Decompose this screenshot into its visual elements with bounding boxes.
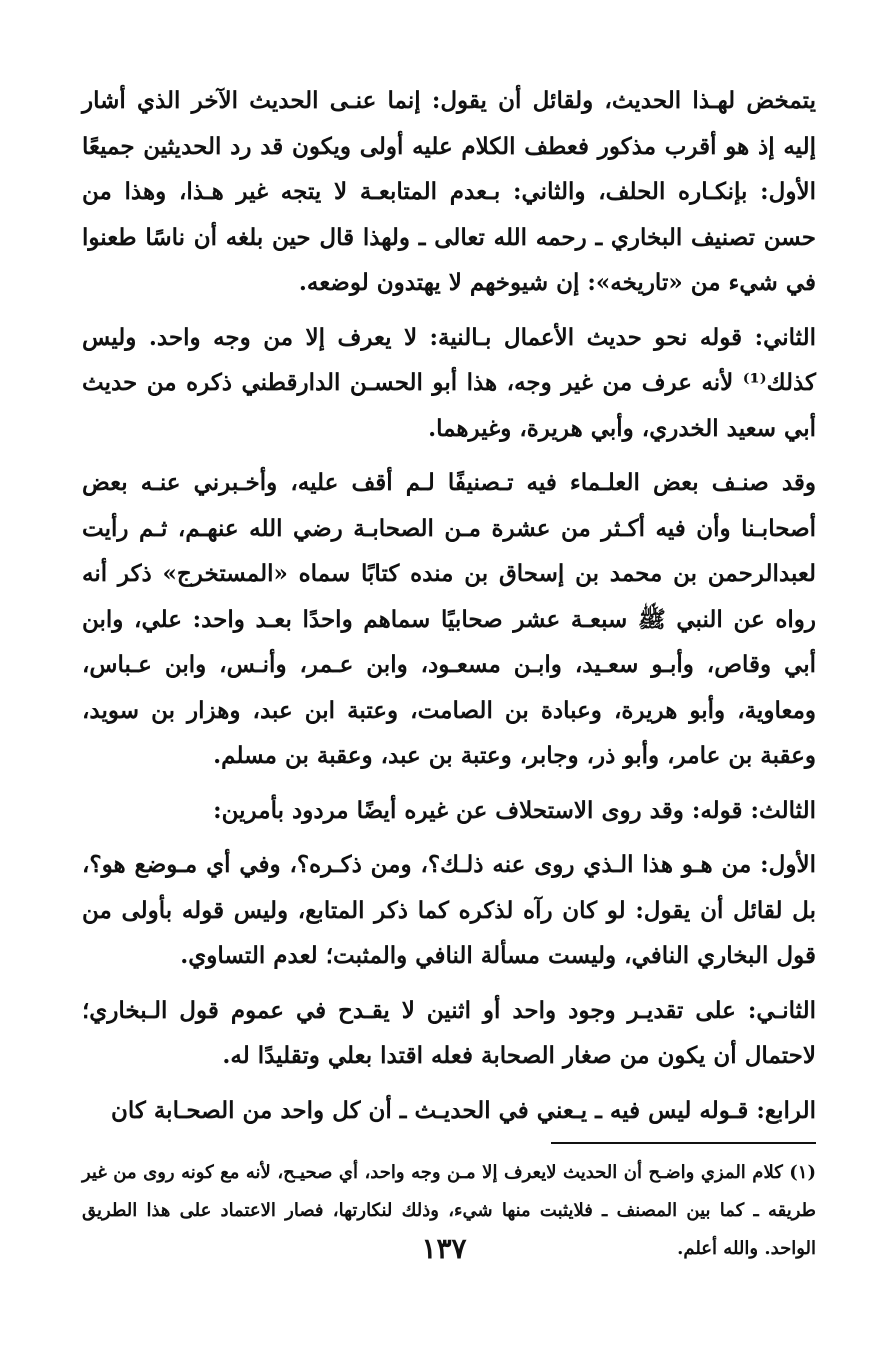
paragraph: الثانـي: على تقديـر وجود واحد أو اثنين لا يقـدح في عموم قول الـبخاري؛ لاحتمال أن يكون من صغار الصحابة فعله اقتدا بعلي وتقليدًا له. bbox=[82, 996, 816, 1069]
paragraph: الرابع: قـوله ليس فيه ـ يـعني في الحديـث ـ أن كل واحد من الصحـابة كان bbox=[110, 1096, 816, 1124]
paragraph: الأول: من هـو هذا الـذي روى عنه ذلـك؟، ومن ذكـره؟، وفي أي مـوضع هو؟، بل لقائل أن يقول: لو كان رآه لذكره كما ذكر المتابع، وليس قوله بأولى من قول البخاري النافي، وليست مسألة النافي والمثبت؛ لعدم التساوي. bbox=[82, 851, 816, 969]
paragraph: وقد صنـف بعض العلـماء فيه تـصنيفًا لـم أقف عليه، وأخـبرني عنـه بعض أصحابـنا وأن فيه أكـثر من عشرة مـن الصحابـة رضي الله عنهـم، ثـم رأيت لعبدالرحمن بن محمد بن إسحاق بن منده كتابًا سماه «المستخرج» ذكر أنه رواه عن النبي ﷺ سبعـة عشر صحابيًا سماهم واحدًا بعـد واحد: علي، وابن أبي وقاص، وأبـو سعـيد، وابـن مسعـود، وابن عـمر، وأنـس، وابن عـباس، ومعاوية، وأبو هريرة، وعبادة بن الصامت، وعتبة ابن عبد، وهزار بن سويد، وعقبة بن عامر، وأبو ذر، وجابر، وعتبة بن عبد، وعقبة بن مسلم. bbox=[82, 469, 816, 769]
footnote: (١) كلام المزي واضـح أن الحديث لايعرف إلا مـن وجه واحد، أي صحيـح، لأنه مع كونه روى من غير طريقه ـ كما بين المصنف ـ فلايثبت منها شيء، وذلك لنكارتها، فصار الاعتماد على هذا الطريق الواحد. والله أعلم. bbox=[82, 1162, 816, 1259]
main-text bbox=[82, 78, 816, 1133]
paragraph: يتمخض لهـذا الحديث، ولقائل أن يقول: إنما عنـى الحديث الآخر الذي أشار إليه إذ هو أقرب مذكور فعطف الكلام عليه أولى ويكون قد رد الحديثين جميعًا الأول: بإنكـاره الحلف، والثاني: بـعدم المتابعـة لا يتجه غير هـذا، وهذا من حسن تصنيف البخاري ـ رحمه الله تعالى ـ ولهذا قال حين بلغه أن ناسًا طعنوا في شيء من «تاريخه»: إن شيوخهم لا يهتدون لوضعه. bbox=[82, 87, 816, 296]
paragraph: الثالث: قوله: وقد روى الاستحلاف عن غيره أيضًا مردود بأمرين: bbox=[213, 796, 816, 824]
paragraph: الثاني: قوله نحو حديث الأعمال بـالنية: لا يعرف إلا من وجه واحد. وليس كذلك⁽¹⁾ لأنه عرف من غير وجه، هذا أبو الحسـن الدارقطني ذكره من حديث أبي سعيد الخدري، وأبي هريرة، وغيرهما. bbox=[82, 323, 816, 442]
page-number: ١٣٧ bbox=[421, 1232, 467, 1265]
footnote-separator bbox=[551, 1142, 816, 1144]
